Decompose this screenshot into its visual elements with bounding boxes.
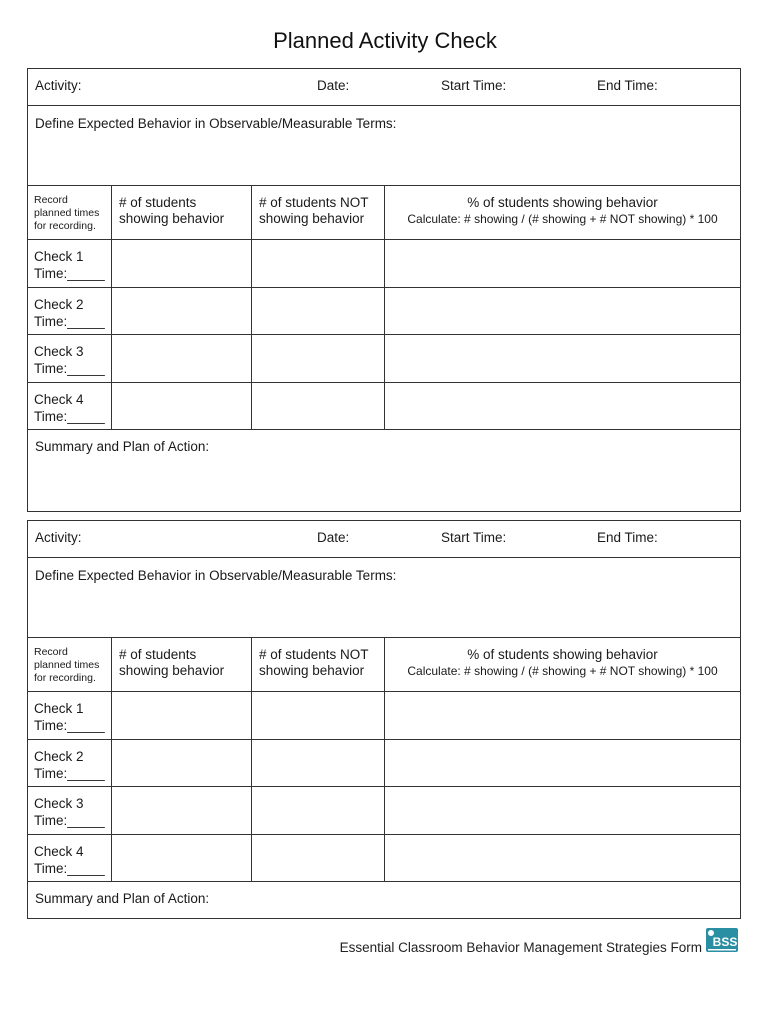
check-label-cell xyxy=(28,740,112,787)
check-label: Check 2 xyxy=(34,748,84,764)
showing-count-cell[interactable] xyxy=(112,335,252,382)
check-label-cell xyxy=(28,288,112,335)
activity-check-form-2 xyxy=(27,520,741,919)
check-label-cell xyxy=(28,692,112,739)
check-label: Check 1 xyxy=(34,249,84,264)
summary-label: Summary and Plan of Action: xyxy=(35,439,210,454)
date-label: Date: xyxy=(317,78,350,93)
showing-count-cell[interactable] xyxy=(112,383,252,430)
check-label-cell xyxy=(28,787,112,834)
record-line: for recording. xyxy=(34,672,96,684)
showing-count-cell[interactable] xyxy=(112,740,252,787)
summary-row[interactable] xyxy=(28,430,740,511)
check-label-cell xyxy=(28,240,112,287)
check-label-cell xyxy=(28,835,112,882)
check-label: Check 3 xyxy=(34,796,84,811)
activity-label: Activity: xyxy=(35,78,82,93)
percent-header xyxy=(385,638,740,691)
bss-logo-icon xyxy=(704,926,740,954)
percent-cell[interactable] xyxy=(385,740,740,787)
page-title: Planned Activity Check xyxy=(273,28,497,53)
time-blank[interactable]: Time:_____ xyxy=(34,765,105,781)
time-blank[interactable]: Time:_____ xyxy=(34,860,105,876)
define-behavior-label: Define Expected Behavior in Observable/Measurable Terms: xyxy=(35,116,397,131)
check-label: Check 4 xyxy=(34,391,84,407)
not-showing-count-cell[interactable] xyxy=(252,787,385,834)
record-line: planned times xyxy=(34,207,100,219)
header-line: showing behavior xyxy=(119,663,225,678)
percent-cell[interactable] xyxy=(385,383,740,430)
record-line: planned times xyxy=(34,659,100,671)
record-line: Record xyxy=(34,194,68,206)
num-not-showing-header xyxy=(252,638,385,691)
end-time-label: End Time: xyxy=(597,78,658,93)
table-header-row xyxy=(28,638,740,692)
percent-cell[interactable] xyxy=(385,288,740,335)
check-row-2 xyxy=(28,740,740,788)
not-showing-count-cell[interactable] xyxy=(252,692,385,739)
not-showing-count-cell[interactable] xyxy=(252,240,385,287)
start-time-label: Start Time: xyxy=(441,530,507,545)
showing-count-cell[interactable] xyxy=(112,787,252,834)
end-time-label: End Time: xyxy=(597,530,658,545)
table-header-row xyxy=(28,186,740,240)
percent-header xyxy=(385,186,740,239)
num-showing-header xyxy=(112,186,252,239)
showing-count-cell[interactable] xyxy=(112,692,252,739)
num-not-showing-header xyxy=(252,186,385,239)
header-line: # of students xyxy=(119,195,197,210)
time-blank[interactable]: Time:_____ xyxy=(34,361,105,376)
not-showing-count-cell[interactable] xyxy=(252,288,385,335)
time-blank[interactable]: Time:_____ xyxy=(34,813,105,828)
define-behavior-row xyxy=(28,106,740,186)
logo-text: BSS xyxy=(712,935,738,949)
check-row-3 xyxy=(28,787,740,835)
not-showing-count-cell[interactable] xyxy=(252,740,385,787)
showing-count-cell[interactable] xyxy=(112,288,252,335)
header-line: # of students NOT xyxy=(259,647,369,662)
check-row-4 xyxy=(28,835,740,883)
check-label-cell xyxy=(28,335,112,382)
check-label-cell xyxy=(28,383,112,430)
header-line: showing behavior xyxy=(119,211,225,226)
footer-form-title: Essential Classroom Behavior Management Strategies Form xyxy=(339,940,702,955)
calculate-formula: Calculate: # showing / (# showing + # NOT showing) * 100 xyxy=(407,664,718,678)
record-line: for recording. xyxy=(34,220,96,232)
time-blank[interactable]: Time:_____ xyxy=(34,266,105,281)
start-time-label: Start Time: xyxy=(441,78,507,93)
not-showing-count-cell[interactable] xyxy=(252,835,385,882)
record-times-header xyxy=(28,186,112,239)
check-label: Check 4 xyxy=(34,843,84,859)
not-showing-count-cell[interactable] xyxy=(252,335,385,382)
percent-cell[interactable] xyxy=(385,240,740,287)
header-line: showing behavior xyxy=(259,211,365,226)
activity-check-form-1 xyxy=(27,68,741,512)
percent-cell[interactable] xyxy=(385,835,740,882)
time-blank[interactable]: Time:_____ xyxy=(34,313,105,329)
activity-label: Activity: xyxy=(35,530,82,545)
showing-count-cell[interactable] xyxy=(112,835,252,882)
percent-cell[interactable] xyxy=(385,692,740,739)
summary-label: Summary and Plan of Action: xyxy=(35,891,210,906)
percent-cell[interactable] xyxy=(385,335,740,382)
time-blank[interactable]: Time:_____ xyxy=(34,718,105,733)
check-row-2 xyxy=(28,288,740,336)
define-behavior-label: Define Expected Behavior in Observable/Measurable Terms: xyxy=(35,568,397,583)
time-blank[interactable]: Time:_____ xyxy=(34,408,105,424)
not-showing-count-cell[interactable] xyxy=(252,383,385,430)
showing-count-cell[interactable] xyxy=(112,240,252,287)
num-showing-header xyxy=(112,638,252,691)
summary-row[interactable] xyxy=(28,882,740,918)
check-row-1 xyxy=(28,692,740,740)
activity-info-row xyxy=(28,69,740,106)
check-row-4 xyxy=(28,383,740,431)
header-line: # of students xyxy=(119,647,197,662)
check-row-3 xyxy=(28,335,740,383)
percent-label: % of students showing behavior xyxy=(467,195,658,210)
percent-cell[interactable] xyxy=(385,787,740,834)
check-label: Check 3 xyxy=(34,344,84,359)
check-row-1 xyxy=(28,240,740,288)
date-label: Date: xyxy=(317,530,350,545)
record-line: Record xyxy=(34,646,68,658)
activity-info-row xyxy=(28,521,740,558)
record-times-header xyxy=(28,638,112,691)
header-line: # of students NOT xyxy=(259,195,369,210)
percent-label: % of students showing behavior xyxy=(467,647,658,662)
check-label: Check 1 xyxy=(34,701,84,716)
header-line: showing behavior xyxy=(259,663,365,678)
define-behavior-row xyxy=(28,558,740,638)
calculate-formula: Calculate: # showing / (# showing + # NOT showing) * 100 xyxy=(407,212,718,226)
check-label: Check 2 xyxy=(34,296,84,312)
